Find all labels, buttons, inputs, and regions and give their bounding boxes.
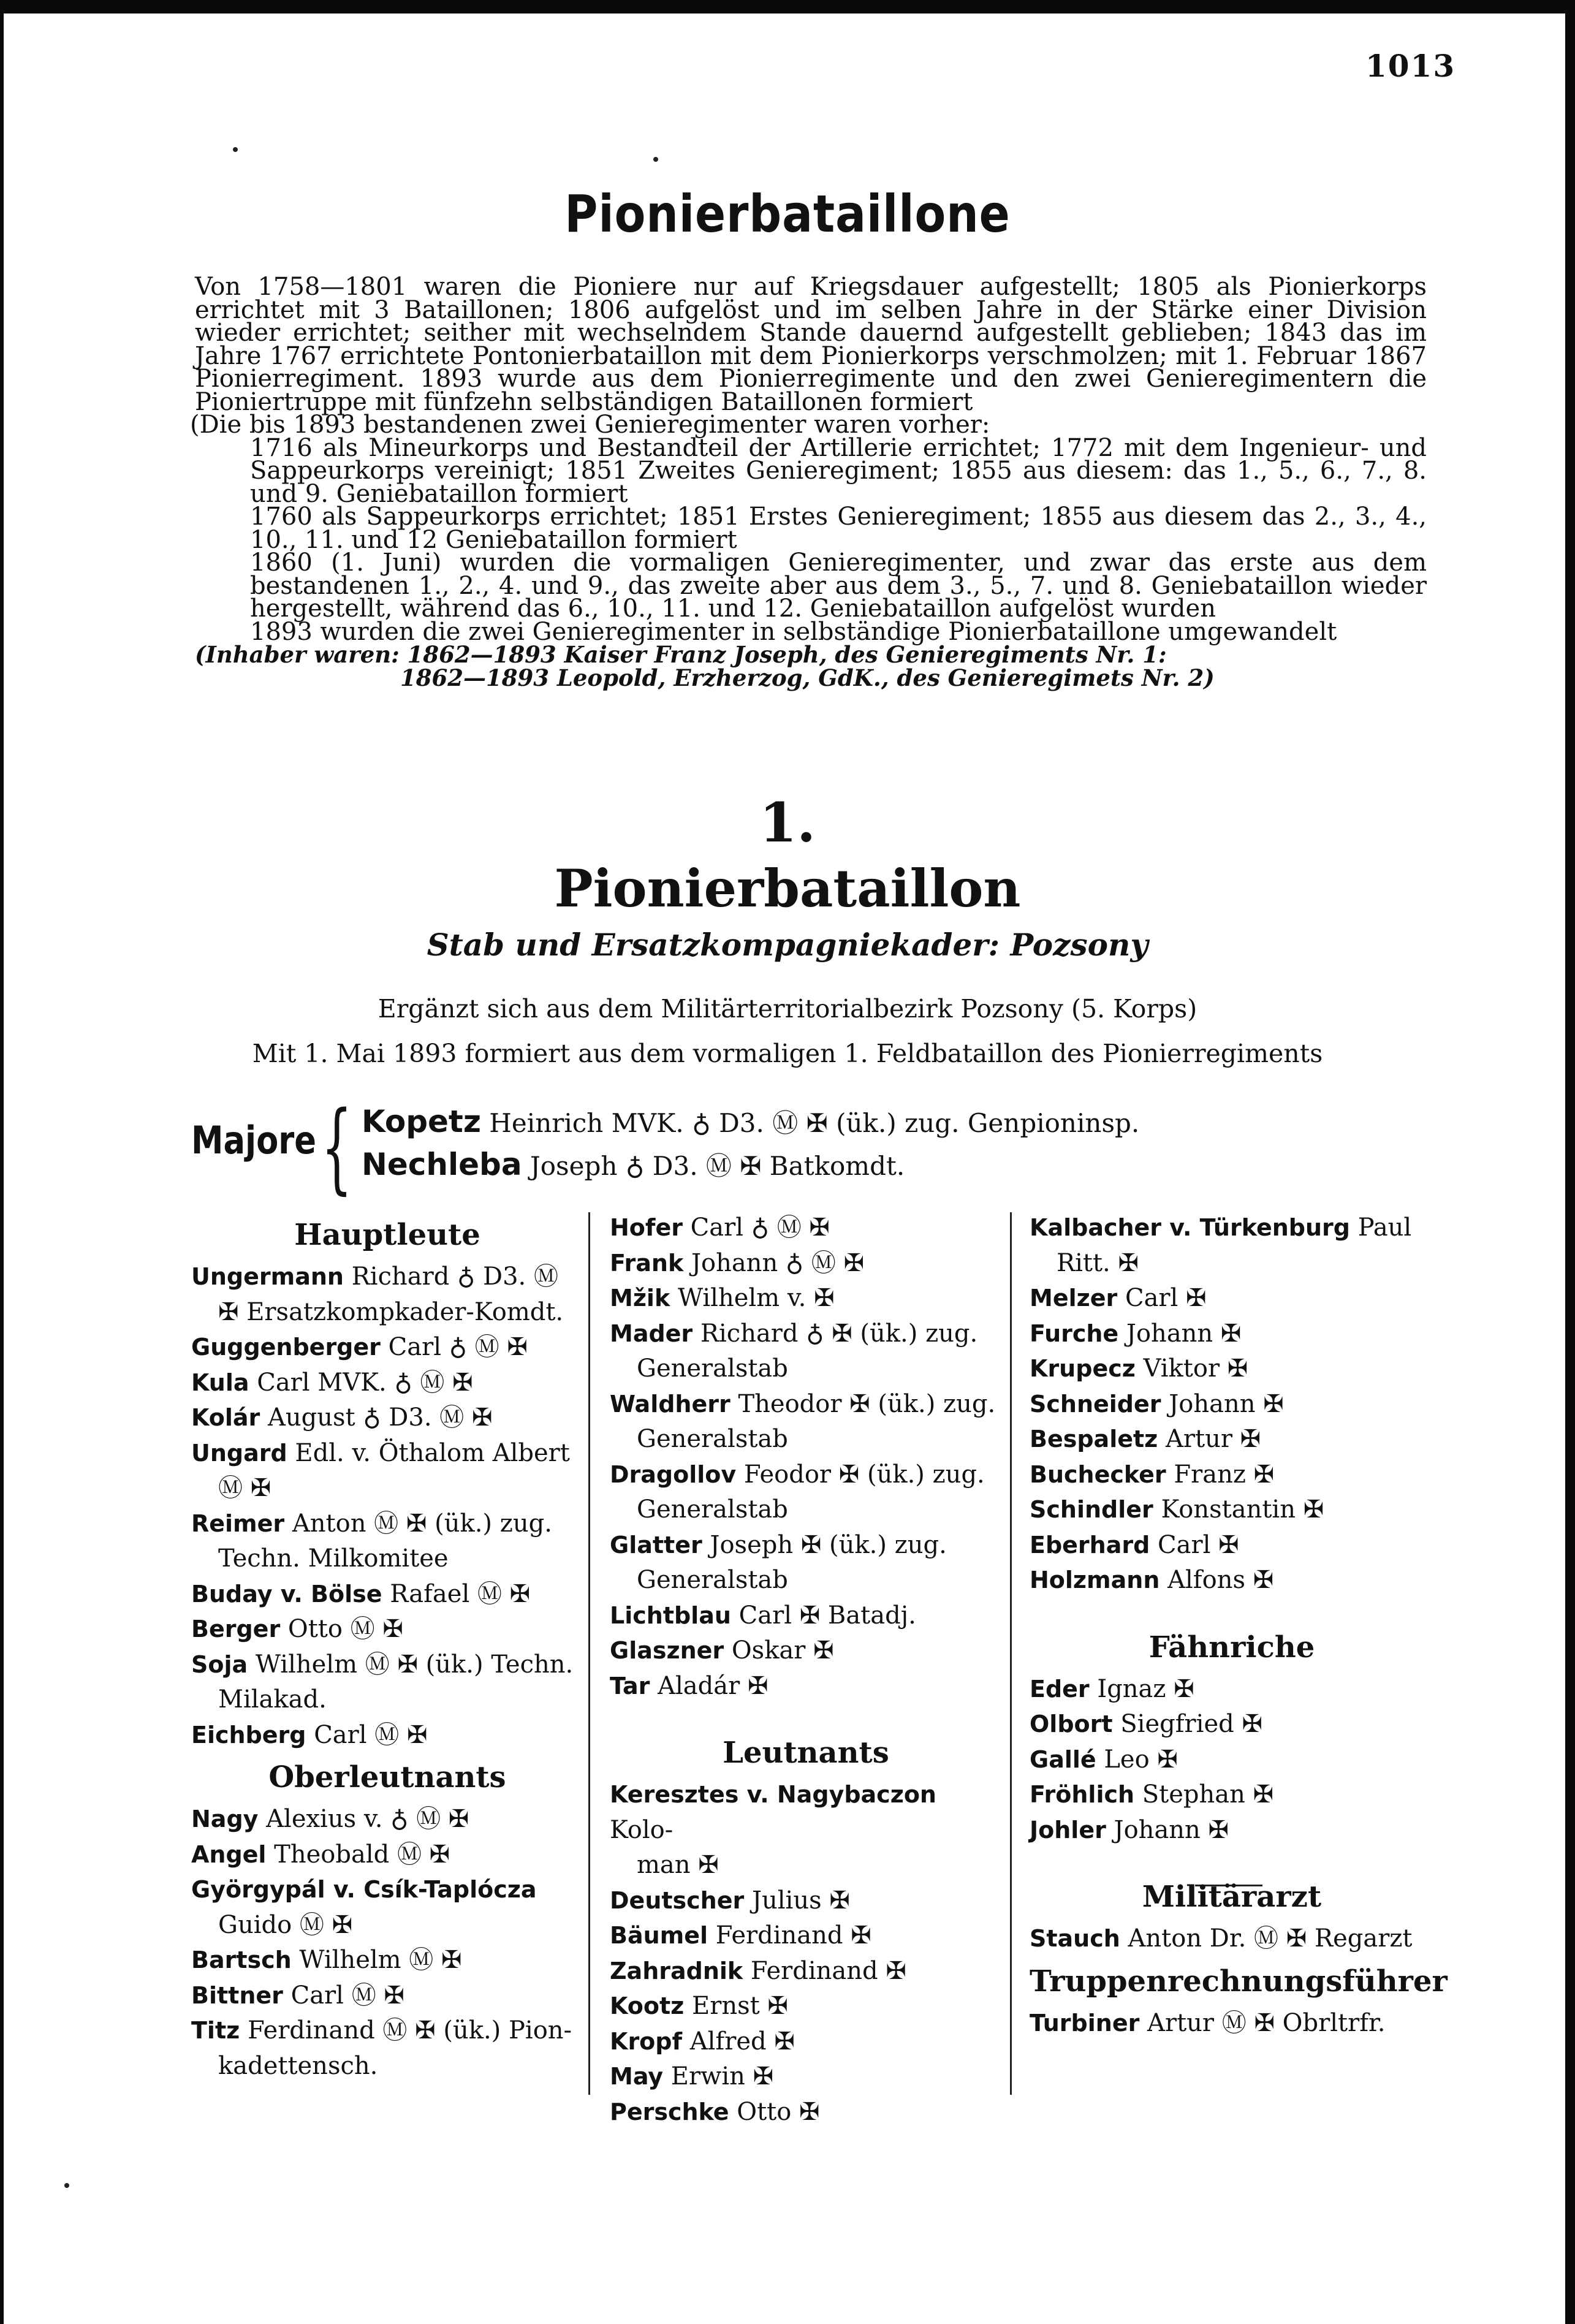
entry-details: Carl ♁ Ⓜ ✠ <box>682 1213 830 1242</box>
entry-continuation: Generalstab <box>637 1425 788 1453</box>
entry-surname: Furche <box>1030 1320 1119 1347</box>
entry-details: Theobald Ⓜ ✠ <box>266 1840 450 1869</box>
entry-surname: Bittner <box>191 1981 283 2009</box>
entry-surname: Olbort <box>1030 1711 1113 1737</box>
entry-surname: Györgypál v. Csík-Taplócza <box>191 1876 537 1903</box>
roster-entry <box>610 1598 1002 1634</box>
entry-surname: Berger <box>191 1616 281 1642</box>
entry-surname: Deutscher <box>610 1886 745 1914</box>
entry-surname: Johler <box>1030 1816 1106 1844</box>
intro-paragraph: Von 1758—1801 waren die Pioniere nur auf Kriegsdauer aufgestellt; 1805 als Pionierkorps errichtet mit 3 Bataillonen; 1806 aufgelöst und im selben Jahre in der Stärke einer Division wieder errichtet; seither mit wechselndem Stande dauernd aufgestellt geblieben; 1843 das im Jahre 1767 errichtete Pontonierbataillon mit dem Pionierkorps verschmolzen; mit 1. Februar 1867 Pionierregiment. 1893 wurde aus dem Pionierregimente und den zwei Genieregimentern die Pioniertruppe mit fünfzehn selbständigen Bataillonen formiert <box>195 273 1427 416</box>
roster-entry <box>191 1647 583 1718</box>
roster-entry <box>610 2059 1002 2095</box>
entry-surname: Keresztes v. Nagybaczon <box>610 1781 936 1808</box>
roster-entry <box>1030 1422 1434 1457</box>
entry-details: Julius ✠ <box>744 1886 850 1915</box>
entry-surname: Hofer <box>610 1214 683 1241</box>
entry-details: Johann ✠ <box>1161 1389 1284 1418</box>
roster-entry <box>610 1954 1002 1989</box>
entry-surname: Schindler <box>1030 1496 1153 1523</box>
intro-geniere-line: 1860 (1. Juni) wurden die vormaligen Genieregimenter, und zwar das erste aus dem bestandenen 1., 2., 4. und 9., das zweite aber aus dem 3., 5., 7. und 8. Geniebataillon wieder hergestellt, während das 6., 10., 11. und 12. Geniebataillon aufgelöst wurden <box>250 549 1427 623</box>
battalion-number: 1. <box>759 791 816 854</box>
entry-surname: Reimer <box>191 1509 285 1537</box>
entry-surname: Bespaletz <box>1030 1426 1158 1452</box>
roster-entry <box>1030 1492 1434 1528</box>
roster-entry <box>610 1316 1002 1387</box>
entry-details: Carl ♁ Ⓜ ✠ <box>380 1333 528 1361</box>
roster-entry <box>610 2095 1002 2130</box>
entry-continuation: Techn. Milkomitee <box>218 1544 449 1573</box>
entry-details: Aladár ✠ <box>650 1671 769 1700</box>
entry-details: Carl MVK. ♁ Ⓜ ✠ <box>249 1368 473 1397</box>
roster-entry <box>610 1918 1002 1954</box>
roster-entry <box>191 1330 583 1365</box>
entry-details: Erwin ✠ <box>663 2062 774 2090</box>
list-hauptleute <box>191 1259 583 1753</box>
battalion-formiert: Mit 1. Mai 1893 formiert aus dem vormaligen 1. Feldbataillon des Pionierregiments <box>252 1039 1323 1068</box>
entry-details: Ferdinand ✠ <box>743 1956 906 1985</box>
roster-entry <box>1030 1921 1434 1957</box>
major-surname: Nechleba <box>362 1147 522 1182</box>
entry-details: Carl ✠ <box>1150 1530 1239 1559</box>
entry-details: Carl ✠ <box>1117 1284 1207 1312</box>
entry-surname: May <box>610 2063 664 2090</box>
roster-entry <box>1030 1387 1434 1422</box>
entry-continuation: Generalstab <box>637 1354 788 1383</box>
entry-details: Ernst ✠ <box>684 1992 788 2020</box>
major-details: Heinrich MVK. ♁ D3. Ⓜ ✠ (ük.) zug. Genpioninsp. <box>480 1108 1140 1138</box>
roster-entry <box>191 1978 583 2014</box>
list-leutnants-continued <box>1030 1210 1434 1598</box>
column-1 <box>191 1210 583 2084</box>
entry-details: Carl ✠ Batadj. <box>731 1601 916 1630</box>
intro-geniere-line: 1716 als Mineurkorps und Bestandteil der Artillerie errichtet; 1772 mit dem Ingenieur- und Sappeurkorps vereinigt; 1851 Zweites Genieregiment; 1855 aus diesem: das 1., 5., 6., 7., 8. und 9. Geniebataillon formiert <box>250 433 1427 508</box>
majore-label: Majore <box>191 1118 317 1163</box>
entry-details: Kolo- <box>610 1815 674 1844</box>
entry-details: Franz ✠ <box>1166 1460 1275 1489</box>
intro-geniere-line: 1760 als Sappeurkorps errichtet; 1851 Erstes Genieregiment; 1855 aus diesem das 2., 3., 4., 10., 11. und 12 Geniebataillon formiert <box>250 503 1427 554</box>
major-entry <box>362 1146 905 1183</box>
entry-surname: Melzer <box>1030 1285 1118 1312</box>
scan-border-left <box>0 0 4 2324</box>
intro-geniere-head: (Die bis 1893 bestandenen zwei Genieregimenter waren vorher: <box>190 411 990 439</box>
entry-surname: Titz <box>191 2017 240 2044</box>
list-militaerarzt <box>1030 1921 1434 1957</box>
entry-details: Johann ♁ Ⓜ ✠ <box>683 1248 865 1277</box>
entry-details: Carl Ⓜ ✠ <box>283 1981 404 2010</box>
entry-surname: Kolár <box>191 1404 260 1431</box>
list-faehnriche <box>1030 1672 1434 1848</box>
roster-entry <box>191 1365 583 1401</box>
entry-details: Ignaz ✠ <box>1089 1674 1194 1703</box>
major-entry <box>362 1103 1139 1140</box>
list-oberleutnants-continued <box>610 1210 1002 1704</box>
entry-surname: Frank <box>610 1249 684 1277</box>
column-divider <box>588 1212 590 2095</box>
entry-continuation: Generalstab <box>637 1566 788 1594</box>
entry-continuation: kadettensch. <box>218 2051 378 2080</box>
entry-details: Richard ♁ D3. Ⓜ <box>343 1263 558 1291</box>
entry-details: August ♁ D3. Ⓜ ✠ <box>260 1403 493 1432</box>
section-heading-hauptleute: Hauptleute <box>294 1218 480 1252</box>
entry-surname: Lichtblau <box>610 1601 731 1629</box>
entry-surname: Eberhard <box>1030 1531 1150 1559</box>
roster-entry <box>1030 1457 1434 1493</box>
entry-details: Otto ✠ <box>729 2097 820 2126</box>
entry-details: Wilhelm v. ✠ <box>670 1284 835 1312</box>
entry-details: Edl. v. Öthalom Albert <box>287 1438 570 1467</box>
entry-surname: Tar <box>610 1672 650 1699</box>
roster-entry <box>191 1943 583 1978</box>
roster-entry <box>1030 1210 1434 1281</box>
entry-surname: Nagy <box>191 1806 259 1832</box>
column-3 <box>1030 1210 1448 2041</box>
entry-details: Johann ✠ <box>1106 1815 1229 1844</box>
entry-surname: Guggenberger <box>191 1334 381 1361</box>
entry-details: Otto Ⓜ ✠ <box>280 1615 403 1643</box>
entry-surname: Kootz <box>610 1992 685 2019</box>
roster-entry <box>191 1612 583 1647</box>
list-oberleutnants <box>191 1802 583 2084</box>
roster-entry <box>191 1400 583 1436</box>
majore-brace: { <box>321 1090 352 1204</box>
roster-entry <box>610 2024 1002 2060</box>
entry-details: Wilhelm Ⓜ ✠ <box>291 1946 462 1974</box>
entry-details: Alfred ✠ <box>682 2027 795 2056</box>
roster-entry <box>1030 2006 1434 2041</box>
entry-details: Siegfried ✠ <box>1112 1710 1262 1738</box>
roster-entry <box>1030 1563 1434 1598</box>
roster-entry <box>610 1777 1002 1883</box>
scan-speck <box>64 2183 69 2188</box>
inhaber-line: 1862—1893 Leopold, Erzherzog, GdK., des Genieregimets Nr. 2) <box>400 664 1215 691</box>
entry-details: Artur ✠ <box>1158 1425 1261 1453</box>
roster-entry <box>610 1210 1002 1246</box>
entry-surname: Kula <box>191 1369 249 1396</box>
entry-surname: Gallé <box>1030 1745 1096 1773</box>
roster-entry <box>610 1457 1002 1528</box>
page-number: 1013 <box>1365 48 1456 84</box>
section-heading-oberleutnants: Oberleutnants <box>268 1760 506 1794</box>
entry-surname: Bartsch <box>191 1946 292 1973</box>
scan-speck <box>653 157 658 162</box>
entry-details: Ferdinand ✠ <box>708 1921 871 1950</box>
roster-entry <box>610 1633 1002 1669</box>
scan-speck <box>233 147 238 152</box>
entry-surname: Soja <box>191 1650 248 1678</box>
roster-entry <box>610 1989 1002 2024</box>
entry-surname: Ungard <box>191 1439 287 1467</box>
entry-surname: Buday v. Bölse <box>191 1580 382 1608</box>
entry-details: Anton Dr. Ⓜ ✠ Regarzt <box>1120 1924 1413 1953</box>
major-details: Joseph ♁ D3. Ⓜ ✠ Batkomdt. <box>522 1151 905 1181</box>
roster-entry <box>191 1577 583 1612</box>
entry-details: Ferdinand Ⓜ ✠ (ük.) Pion- <box>240 2016 572 2045</box>
roster-entry <box>610 1281 1002 1316</box>
entry-surname: Glatter <box>610 1531 702 1559</box>
scan-border-right <box>1565 0 1575 2324</box>
roster-entry <box>1030 1281 1434 1316</box>
entry-surname: Krupecz <box>1030 1355 1136 1382</box>
list-leutnants <box>610 1777 1002 2130</box>
entry-surname: Glaszner <box>610 1637 724 1664</box>
column-divider <box>1010 1212 1012 2095</box>
entry-surname: Holzmann <box>1030 1566 1160 1593</box>
entry-details: Konstantin ✠ <box>1153 1495 1324 1524</box>
entry-surname: Schneider <box>1030 1390 1161 1418</box>
column-2 <box>610 1210 1002 2130</box>
roster-entry <box>191 1259 583 1330</box>
inhaber-line: (Inhaber waren: 1862—1893 Kaiser Franz Joseph, des Genieregiments Nr. 1: <box>195 641 1167 668</box>
entry-surname: Zahradnik <box>610 1957 743 1984</box>
entry-continuation: man ✠ <box>637 1851 719 1879</box>
section-heading-leutnants: Leutnants <box>723 1736 889 1770</box>
entry-surname: Buchecker <box>1030 1460 1166 1488</box>
battalion-stab: Stab und Ersatzkompagniekader: Pozsony <box>427 927 1148 963</box>
entry-details: Alexius v. ♁ Ⓜ ✠ <box>258 1805 469 1833</box>
section-heading-militaerarzt: Militärarzt <box>1142 1880 1322 1914</box>
entry-details: Theodor ✠ (ük.) zug. <box>730 1389 996 1418</box>
entry-surname: Waldherr <box>610 1390 731 1418</box>
entry-surname: Stauch <box>1030 1925 1120 1952</box>
roster-entry <box>610 1883 1002 1919</box>
page-title: Pionierbataillone <box>564 184 1011 244</box>
entry-surname: Eder <box>1030 1675 1090 1703</box>
entry-continuation: ✠ Ersatzkompkader-Komdt. <box>218 1297 564 1326</box>
roster-entry <box>610 1246 1002 1282</box>
entry-details: Anton Ⓜ ✠ (ük.) zug. <box>284 1509 552 1538</box>
roster-entry <box>1030 1351 1434 1387</box>
entry-continuation: Ritt. ✠ <box>1057 1248 1139 1277</box>
entry-continuation: Milakad. <box>218 1685 327 1714</box>
entry-details: Paul <box>1349 1213 1412 1242</box>
entry-details: Richard ♁ ✠ (ük.) zug. <box>693 1319 978 1348</box>
major-surname: Kopetz <box>362 1104 481 1139</box>
section-heading-faehnriche: Fähnriche <box>1148 1630 1315 1665</box>
entry-surname: Perschke <box>610 2098 729 2125</box>
entry-surname: Dragollov <box>610 1460 737 1488</box>
entry-surname: Fröhlich <box>1030 1781 1135 1808</box>
entry-details: Viktor ✠ <box>1135 1354 1248 1383</box>
scan-border-top <box>0 0 1575 13</box>
intro-geniere-line: 1893 wurden die zwei Genieregimenter in selbständige Pionierbataillone umgewandelt <box>250 617 1337 646</box>
roster-entry <box>610 1669 1002 1704</box>
entry-continuation: Guido Ⓜ ✠ <box>218 1910 353 1939</box>
roster-entry <box>1030 1528 1434 1563</box>
roster-entry <box>191 1718 583 1753</box>
roster-entry <box>191 1436 583 1506</box>
intro-text <box>190 273 1427 691</box>
roster-entry <box>610 1387 1002 1457</box>
entry-details: Feodor ✠ (ük.) zug. <box>736 1460 985 1489</box>
entry-details: Artur Ⓜ ✠ Obrltrfr. <box>1139 2008 1386 2037</box>
entry-surname: Mader <box>610 1320 693 1347</box>
entry-surname: Kropf <box>610 2027 683 2055</box>
entry-details: Wilhelm Ⓜ ✠ (ük.) Techn. <box>248 1650 574 1679</box>
entry-surname: Bäumel <box>610 1922 708 1949</box>
entry-details: Carl Ⓜ ✠ <box>306 1720 428 1749</box>
roster-entry <box>191 1802 583 1837</box>
entry-surname: Mžik <box>610 1285 670 1312</box>
roster-entry <box>1030 1742 1434 1778</box>
entry-details: Leo ✠ <box>1096 1745 1178 1774</box>
roster-entry <box>1030 1316 1434 1352</box>
battalion-ergaenzt: Ergänzt sich aus dem Militärterritorialbezirk Pozsony (5. Korps) <box>378 994 1197 1023</box>
roster-entry <box>191 1506 583 1577</box>
section-heading-truppenrechnungsfuehrer: Truppenrechnungsführer <box>1030 1964 1448 1999</box>
list-truppenrechnungsfuehrer <box>1030 2006 1434 2041</box>
entry-details: Alfons ✠ <box>1159 1566 1274 1594</box>
entry-details: Joseph ✠ (ük.) zug. <box>702 1530 947 1559</box>
entry-surname: Turbiner <box>1030 2009 1140 2037</box>
entry-surname: Ungermann <box>191 1263 344 1290</box>
entry-details: Stephan ✠ <box>1134 1780 1274 1809</box>
roster-entry <box>610 1528 1002 1598</box>
roster-entry <box>191 1872 583 1943</box>
roster-entry <box>1030 1672 1434 1707</box>
entry-details: Oskar ✠ <box>724 1636 834 1665</box>
battalion-name: Pionierbataillon <box>554 858 1021 919</box>
roster-entry <box>1030 1813 1434 1848</box>
entry-surname: Eichberg <box>191 1721 306 1749</box>
entry-continuation: Generalstab <box>637 1495 788 1524</box>
entry-surname: Angel <box>191 1840 267 1868</box>
roster-entry <box>1030 1777 1434 1813</box>
entry-details: Rafael Ⓜ ✠ <box>382 1579 531 1608</box>
roster-entry <box>191 1837 583 1873</box>
roster-entry <box>191 2013 583 2084</box>
entry-details: Johann ✠ <box>1118 1319 1242 1348</box>
entry-continuation: Ⓜ ✠ <box>218 1474 271 1502</box>
roster-entry <box>1030 1707 1434 1742</box>
entry-surname: Kalbacher v. Türkenburg <box>1030 1214 1350 1241</box>
